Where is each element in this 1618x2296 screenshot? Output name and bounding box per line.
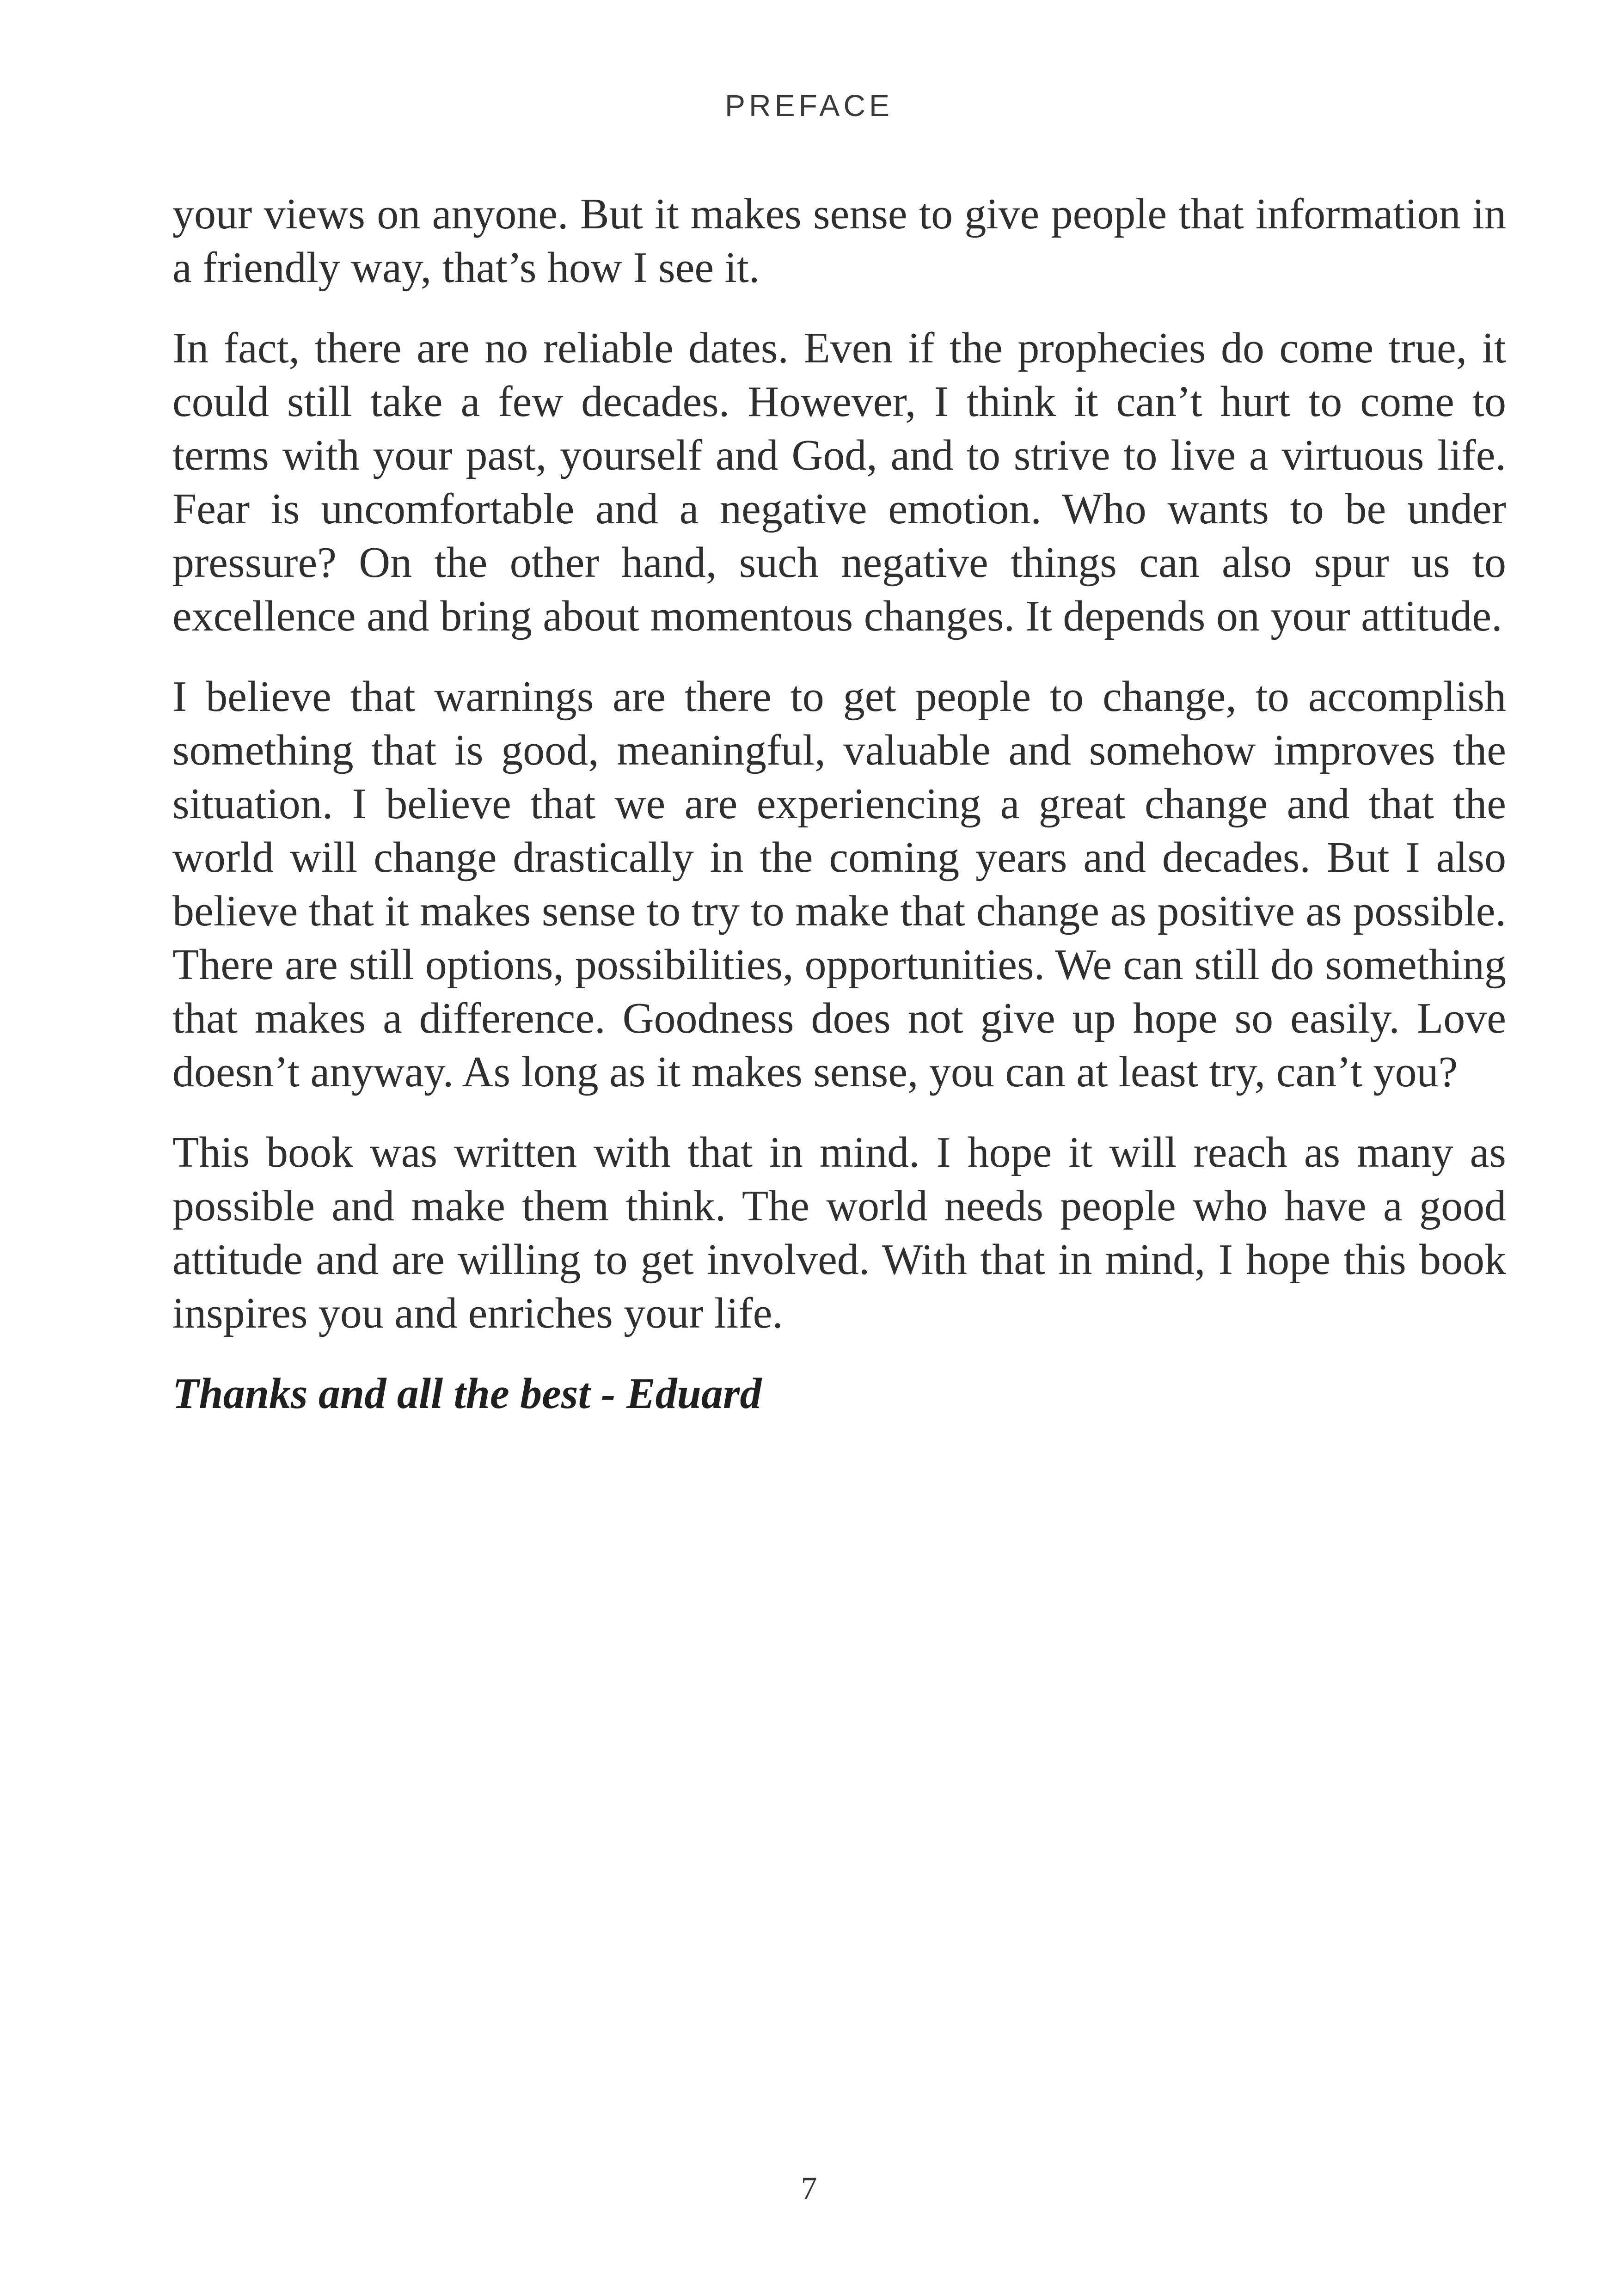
paragraph: In fact, there are no reliable dates. Even if the prophecies do come true, it could still take a few decades. However, I think it can’t hurt to come to terms with your past, yourself and God, and to strive to live a virtuous life. Fear is uncomfortable and a negative emotion. Who wants to be under pressure? On the other hand, such negative things can also spur us to excellence and bring about momentous changes. It depends on your attitude.: [172, 324, 1506, 640]
paragraph: This book was written with that in mind. I hope it will reach as many as possible and make them think. The world needs people who have a good attitude and are willing to get involved. With that in mind, I hope this book inspires you and enriches your life.: [172, 1128, 1506, 1337]
signoff: Thanks and all the best - Eduard: [172, 1370, 762, 1418]
running-header: PREFACE: [724, 88, 894, 122]
page-number: 7: [801, 2171, 817, 2206]
body-text: [172, 187, 1506, 1447]
paragraph: I believe that warnings are there to get people to change, to accomplish something that is good, meaningful, valuable and somehow improves the situation. I believe that we are experiencing a great change and that the world will change drastically in the coming years and decades. But I also believe that it makes sense to try to make that change as positive as possible. There are still options, possibilities, opportunities. We can still do something that makes a difference. Goodness does not give up hope so easily. Love doesn’t anyway. As long as it makes sense, you can at least try, can’t you?: [172, 673, 1506, 1096]
paragraph: your views on anyone. But it makes sense to give people that information in a friendly way, that’s how I see it.: [172, 190, 1506, 292]
